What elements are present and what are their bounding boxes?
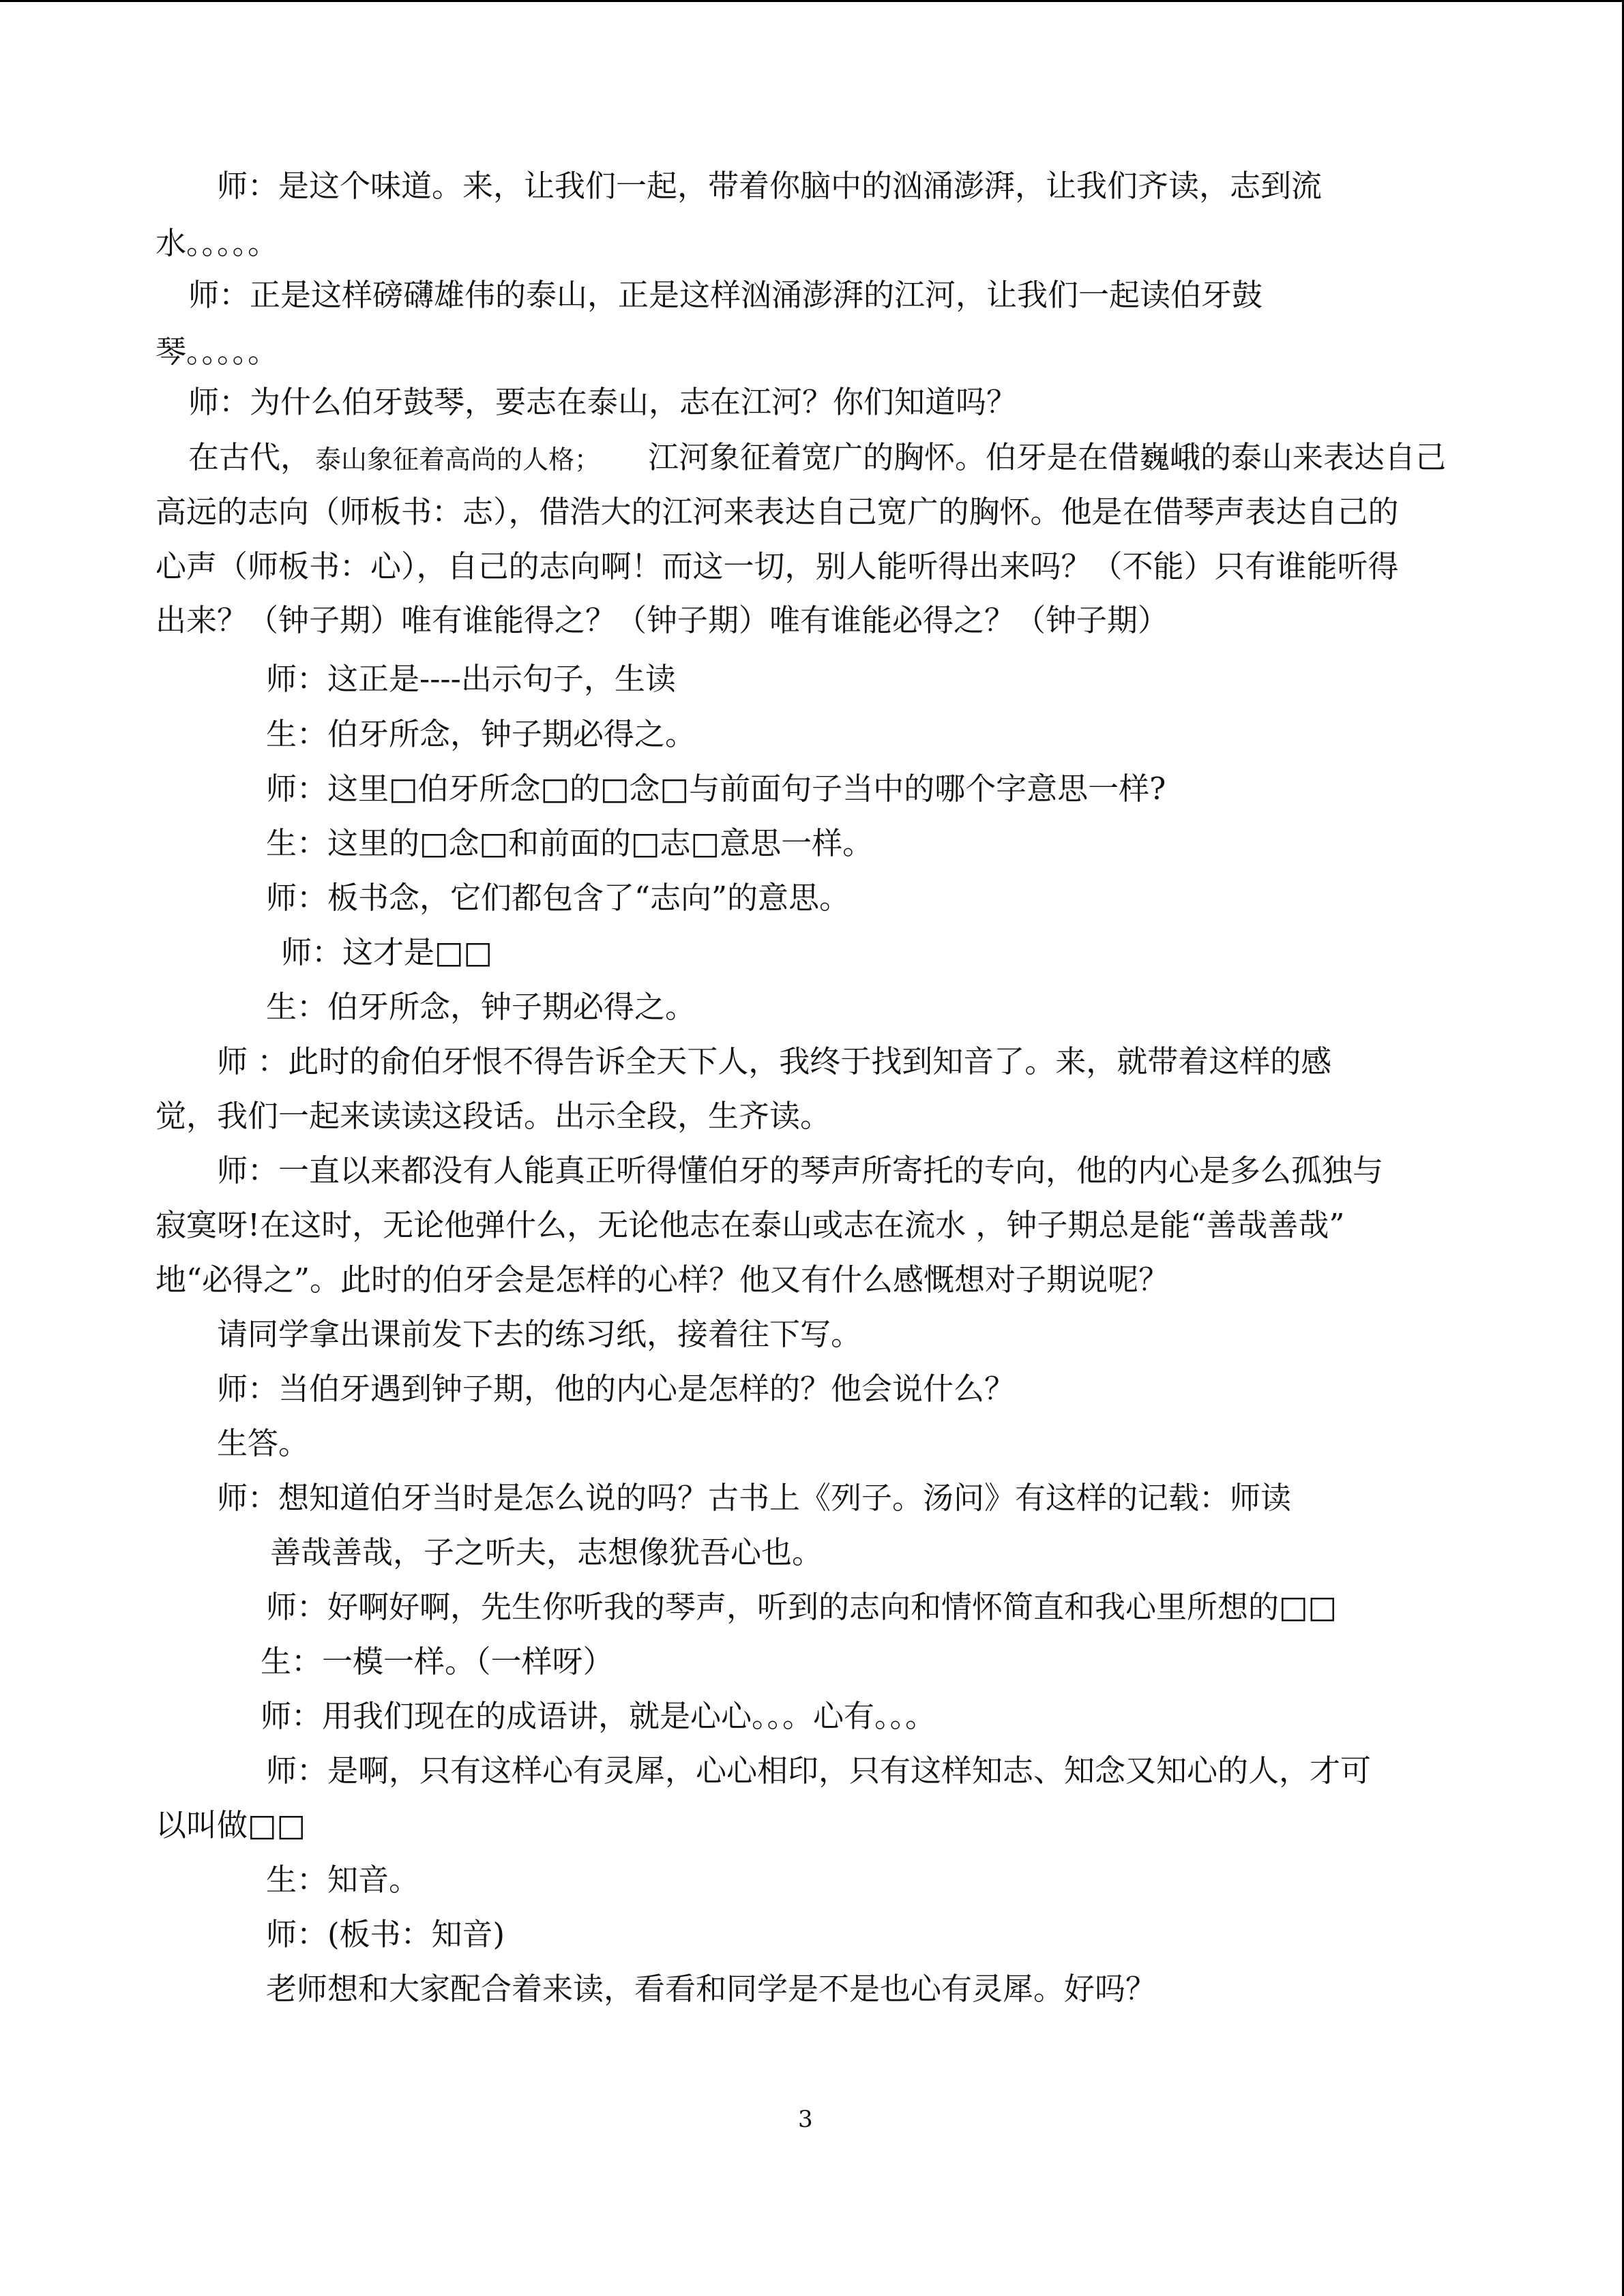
text-line: 师：是这个味道。来，让我们一起，带着你脑中的汹涌澎湃，让我们齐读，志到流: [217, 168, 1323, 204]
text-line: 以叫做□□: [156, 1807, 306, 1843]
text-line: 师：好啊好啊，先生你听我的琴声，听到的志向和情怀简直和我心里所想的□□: [266, 1589, 1338, 1625]
text-line: 生：一模一样。（一样呀）: [261, 1643, 614, 1680]
text-line: 觉，我们一起来读读这段话。出示全段，生齐读。: [156, 1098, 831, 1134]
text-line: 水。。。。。: [156, 225, 279, 261]
text-line: 师：用我们现在的成语讲，就是心心。。。心有。。。: [261, 1698, 936, 1734]
text-line: 师：想知道伯牙当时是怎么说的吗？古书上《列子。汤问》有这样的记载：师读: [217, 1480, 1292, 1516]
text-line: 师：正是这样磅礴雄伟的泰山，正是这样汹涌澎湃的江河，让我们一起读伯牙鼓: [188, 277, 1263, 313]
text-line: 善哉善哉，子之听夫，志想像犹吾心也。: [270, 1534, 823, 1570]
text-line: 师 ：此时的俞伯牙恨不得告诉全天下人，我终于找到知音了。来，就带着这样的感: [217, 1043, 1332, 1079]
text-line: 生答。: [217, 1425, 310, 1461]
text-line: 心声（师板书：心），自己的志向啊！而这一切，别人能听得出来吗？（不能）只有谁能听得: [156, 548, 1399, 584]
text-line: 师：是啊，只有这样心有灵犀，心心相印，只有这样知志、知念又知心的人，才可: [266, 1753, 1372, 1789]
text-line: 生：知音。: [266, 1862, 420, 1898]
text-line: 生：这里的□念□和前面的□志□意思一样。: [266, 825, 874, 861]
text-line: 生：伯牙所念，钟子期必得之。: [266, 989, 696, 1025]
text-line: 寂寞呀!在这时，无论他弹什么，无论他志在泰山或志在流水 ，钟子期总是能“善哉善哉”: [156, 1207, 1345, 1243]
text-line: 高远的志向（师板书：志），借浩大的江河来表达自己宽广的胸怀。他是在借琴声表达自己的: [156, 494, 1399, 530]
text-line: 请同学拿出课前发下去的练习纸，接着往下写。: [217, 1316, 862, 1352]
text-line: 师：(板书：知音): [266, 1916, 505, 1952]
text-line: 琴。。。。。: [156, 333, 279, 370]
text-line: 在古代，: [188, 439, 312, 475]
text-line-small: 泰山象征着高尚的人格；: [315, 445, 601, 475]
text-line: 生：伯牙所念，钟子期必得之。: [266, 716, 696, 752]
text-line: 师：板书念，它们都包含了“志向”的意思。: [266, 880, 851, 916]
text-line: 出来？（钟子期）唯有谁能得之？（钟子期）唯有谁能必得之？（钟子期）: [156, 602, 1169, 638]
text-line: 地“必得之”。此时的伯牙会是怎样的心样？他又有什么感慨想对子期说呢？: [156, 1262, 1170, 1298]
text-line: 师：为什么伯牙鼓琴，要志在泰山，志在江河？你们知道吗？: [188, 384, 1018, 420]
page-number: 3: [798, 2106, 813, 2133]
text-line: 师：这才是□□: [281, 934, 493, 970]
text-line: 师：这里□伯牙所念□的□念□与前面句子当中的哪个字意思一样?: [266, 771, 1166, 807]
text-line: 师：当伯牙遇到钟子期，他的内心是怎样的？他会说什么？: [217, 1371, 1016, 1407]
text-line: 老师想和大家配合着来读，看看和同学是不是也心有灵犀。好吗？: [266, 1971, 1157, 2007]
text-line: 师：这正是----出示句子，生读: [266, 661, 676, 697]
text-line: 江河象征着宽广的胸怀。伯牙是在借巍峨的泰山来表达自己: [648, 439, 1447, 475]
text-line: 师：一直以来都没有人能真正听得懂伯牙的琴声所寄托的专向，他的内心是多么孤独与: [217, 1152, 1384, 1189]
